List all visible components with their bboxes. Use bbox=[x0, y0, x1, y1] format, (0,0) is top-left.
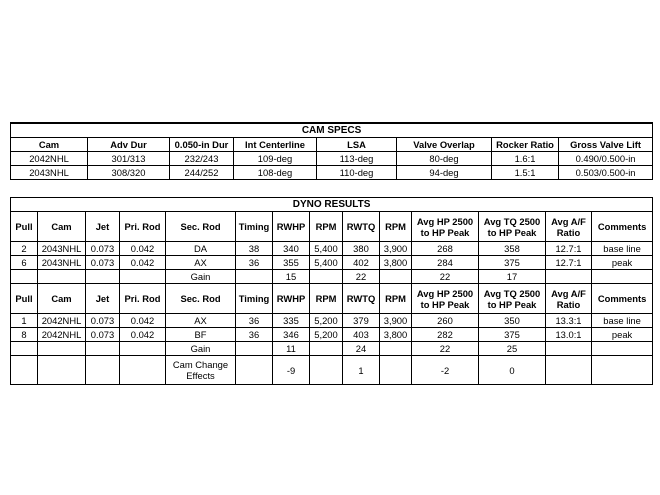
header-cell: Jet bbox=[86, 284, 120, 314]
table-cell: 402 bbox=[343, 256, 380, 270]
dyno-header-row bbox=[11, 212, 653, 242]
table-cell: 2 bbox=[11, 242, 38, 256]
table-cell: 0.490/0.500-in bbox=[559, 151, 653, 165]
table-cell: 0.042 bbox=[120, 314, 166, 328]
cam-specs-title: CAM SPECS bbox=[11, 123, 653, 137]
table-cell: 2042NHL bbox=[38, 314, 86, 328]
header-cell: Cam bbox=[38, 284, 86, 314]
header-cell: Avg HP 2500 to HP Peak bbox=[412, 212, 479, 242]
table-cell: 2043NHL bbox=[11, 165, 88, 179]
empty-cell bbox=[86, 342, 120, 356]
empty-cell bbox=[236, 270, 273, 284]
effects-avg-hp: -2 bbox=[412, 356, 479, 385]
table-cell: 38 bbox=[236, 242, 273, 256]
table-cell: 335 bbox=[273, 314, 310, 328]
table-cell: 5,400 bbox=[310, 256, 343, 270]
table-cell: 3,800 bbox=[380, 256, 412, 270]
header-cell: Avg A/F Ratio bbox=[546, 212, 592, 242]
header-cell: Comments bbox=[592, 284, 653, 314]
header-cell: RWHP bbox=[273, 212, 310, 242]
table-cell: 109-deg bbox=[234, 151, 317, 165]
empty-cell bbox=[11, 356, 38, 385]
table-cell: 350 bbox=[479, 314, 546, 328]
effects-avg-tq: 0 bbox=[479, 356, 546, 385]
empty-cell bbox=[120, 270, 166, 284]
header-cell: RWHP bbox=[273, 284, 310, 314]
dyno-results-title: DYNO RESULTS bbox=[11, 198, 653, 212]
gain-rwtq: 24 bbox=[343, 342, 380, 356]
empty-cell bbox=[120, 342, 166, 356]
table-row bbox=[11, 165, 653, 179]
gain-avg-hp: 22 bbox=[412, 342, 479, 356]
table-cell: 380 bbox=[343, 242, 380, 256]
table-cell: 308/320 bbox=[88, 165, 170, 179]
header-cell: Avg A/F Ratio bbox=[546, 284, 592, 314]
effects-label: Cam Change Effects bbox=[166, 356, 236, 385]
header-cell: LSA bbox=[317, 137, 397, 151]
table-cell: 1 bbox=[11, 314, 38, 328]
table-cell: base line bbox=[592, 242, 653, 256]
table-cell: 0.042 bbox=[120, 242, 166, 256]
table-row bbox=[11, 314, 653, 328]
dyno-results-table bbox=[10, 197, 653, 385]
table-cell: 0.073 bbox=[86, 314, 120, 328]
table-cell: AX bbox=[166, 256, 236, 270]
empty-cell bbox=[310, 356, 343, 385]
table-cell: 5,400 bbox=[310, 242, 343, 256]
table-cell: 2043NHL bbox=[38, 242, 86, 256]
table-cell: 110-deg bbox=[317, 165, 397, 179]
header-cell: Adv Dur bbox=[88, 137, 170, 151]
header-cell: Pri. Rod bbox=[120, 212, 166, 242]
table-cell: peak bbox=[592, 256, 653, 270]
table-cell: 1.5:1 bbox=[492, 165, 559, 179]
empty-cell bbox=[546, 356, 592, 385]
table-cell: 1.6:1 bbox=[492, 151, 559, 165]
table-cell: 282 bbox=[412, 328, 479, 342]
header-cell: RPM bbox=[310, 284, 343, 314]
empty-cell bbox=[592, 342, 653, 356]
header-cell: 0.050-in Dur bbox=[170, 137, 234, 151]
cam-change-effects-row bbox=[11, 356, 653, 385]
header-cell: Valve Overlap bbox=[397, 137, 492, 151]
table-cell: 36 bbox=[236, 256, 273, 270]
empty-cell bbox=[592, 270, 653, 284]
table-cell: 375 bbox=[479, 328, 546, 342]
table-cell: 80-deg bbox=[397, 151, 492, 165]
table-cell: 5,200 bbox=[310, 328, 343, 342]
table-cell: 268 bbox=[412, 242, 479, 256]
table-row bbox=[11, 151, 653, 165]
table-cell: 346 bbox=[273, 328, 310, 342]
table-row bbox=[11, 328, 653, 342]
header-cell: Avg TQ 2500 to HP Peak bbox=[479, 284, 546, 314]
table-cell: 108-deg bbox=[234, 165, 317, 179]
empty-cell bbox=[38, 270, 86, 284]
table-cell: 12.7:1 bbox=[546, 256, 592, 270]
empty-cell bbox=[380, 342, 412, 356]
header-cell: Avg TQ 2500 to HP Peak bbox=[479, 212, 546, 242]
table-cell: DA bbox=[166, 242, 236, 256]
header-cell: Sec. Rod bbox=[166, 212, 236, 242]
table-cell: 403 bbox=[343, 328, 380, 342]
table-cell: 0.073 bbox=[86, 242, 120, 256]
table-cell: 36 bbox=[236, 314, 273, 328]
empty-cell bbox=[86, 356, 120, 385]
empty-cell bbox=[86, 270, 120, 284]
table-cell: 375 bbox=[479, 256, 546, 270]
table-cell: 13.0:1 bbox=[546, 328, 592, 342]
table-cell: 244/252 bbox=[170, 165, 234, 179]
empty-cell bbox=[380, 356, 412, 385]
header-cell: Avg HP 2500 to HP Peak bbox=[412, 284, 479, 314]
table-cell: 355 bbox=[273, 256, 310, 270]
table-cell: 2042NHL bbox=[38, 328, 86, 342]
table-cell: peak bbox=[592, 328, 653, 342]
table-cell: 301/313 bbox=[88, 151, 170, 165]
effects-rwhp: -9 bbox=[273, 356, 310, 385]
gain-avg-hp: 22 bbox=[412, 270, 479, 284]
table-cell: 2042NHL bbox=[11, 151, 88, 165]
table-cell: 2043NHL bbox=[38, 256, 86, 270]
table-cell: 358 bbox=[479, 242, 546, 256]
empty-cell bbox=[38, 356, 86, 385]
gain-label: Gain bbox=[166, 342, 236, 356]
table-cell: 3,900 bbox=[380, 242, 412, 256]
table-cell: 340 bbox=[273, 242, 310, 256]
empty-cell bbox=[11, 270, 38, 284]
header-cell: Gross Valve Lift bbox=[559, 137, 653, 151]
header-cell: Sec. Rod bbox=[166, 284, 236, 314]
header-cell: Pull bbox=[11, 284, 38, 314]
table-cell: 94-deg bbox=[397, 165, 492, 179]
table-cell: 3,800 bbox=[380, 328, 412, 342]
empty-cell bbox=[236, 356, 273, 385]
gain-rwhp: 11 bbox=[273, 342, 310, 356]
table-cell: 0.073 bbox=[86, 256, 120, 270]
effects-rwtq: 1 bbox=[343, 356, 380, 385]
header-cell: Pri. Rod bbox=[120, 284, 166, 314]
gain-label: Gain bbox=[166, 270, 236, 284]
table-cell: 379 bbox=[343, 314, 380, 328]
table-cell: AX bbox=[166, 314, 236, 328]
empty-cell bbox=[546, 270, 592, 284]
gain-avg-tq: 25 bbox=[479, 342, 546, 356]
table-cell: 113-deg bbox=[317, 151, 397, 165]
empty-cell bbox=[310, 342, 343, 356]
header-cell: RPM bbox=[310, 212, 343, 242]
header-cell: Jet bbox=[86, 212, 120, 242]
table-cell: 232/243 bbox=[170, 151, 234, 165]
table-cell: 36 bbox=[236, 328, 273, 342]
header-cell: Rocker Ratio bbox=[492, 137, 559, 151]
cam-specs-table bbox=[10, 122, 653, 180]
table-cell: 6 bbox=[11, 256, 38, 270]
header-cell: RWTQ bbox=[343, 212, 380, 242]
header-cell: RPM bbox=[380, 212, 412, 242]
header-cell: Timing bbox=[236, 284, 273, 314]
empty-cell bbox=[236, 342, 273, 356]
gain-row bbox=[11, 270, 653, 284]
header-cell: RPM bbox=[380, 284, 412, 314]
table-cell: base line bbox=[592, 314, 653, 328]
table-cell: 8 bbox=[11, 328, 38, 342]
empty-cell bbox=[592, 356, 653, 385]
table-row bbox=[11, 242, 653, 256]
table-cell: 260 bbox=[412, 314, 479, 328]
empty-cell bbox=[11, 342, 38, 356]
table-cell: 0.503/0.500-in bbox=[559, 165, 653, 179]
table-cell: 5,200 bbox=[310, 314, 343, 328]
table-cell: 284 bbox=[412, 256, 479, 270]
empty-cell bbox=[310, 270, 343, 284]
gain-rwtq: 22 bbox=[343, 270, 380, 284]
gain-row bbox=[11, 342, 653, 356]
gain-avg-tq: 17 bbox=[479, 270, 546, 284]
table-cell: 0.073 bbox=[86, 328, 120, 342]
empty-cell bbox=[546, 342, 592, 356]
header-cell: RWTQ bbox=[343, 284, 380, 314]
table-row bbox=[11, 256, 653, 270]
table-cell: 0.042 bbox=[120, 256, 166, 270]
gain-rwhp: 15 bbox=[273, 270, 310, 284]
header-cell: Comments bbox=[592, 212, 653, 242]
header-cell: Timing bbox=[236, 212, 273, 242]
table-cell: 0.042 bbox=[120, 328, 166, 342]
header-cell: Cam bbox=[11, 137, 88, 151]
dyno-header-row-2 bbox=[11, 284, 653, 314]
header-cell: Pull bbox=[11, 212, 38, 242]
empty-cell bbox=[120, 356, 166, 385]
table-cell: 12.7:1 bbox=[546, 242, 592, 256]
table-cell: 13.3:1 bbox=[546, 314, 592, 328]
header-cell: Cam bbox=[38, 212, 86, 242]
empty-cell bbox=[380, 270, 412, 284]
empty-cell bbox=[38, 342, 86, 356]
header-cell: Int Centerline bbox=[234, 137, 317, 151]
table-cell: 3,900 bbox=[380, 314, 412, 328]
cam-specs-header-row bbox=[11, 137, 653, 151]
table-cell: BF bbox=[166, 328, 236, 342]
